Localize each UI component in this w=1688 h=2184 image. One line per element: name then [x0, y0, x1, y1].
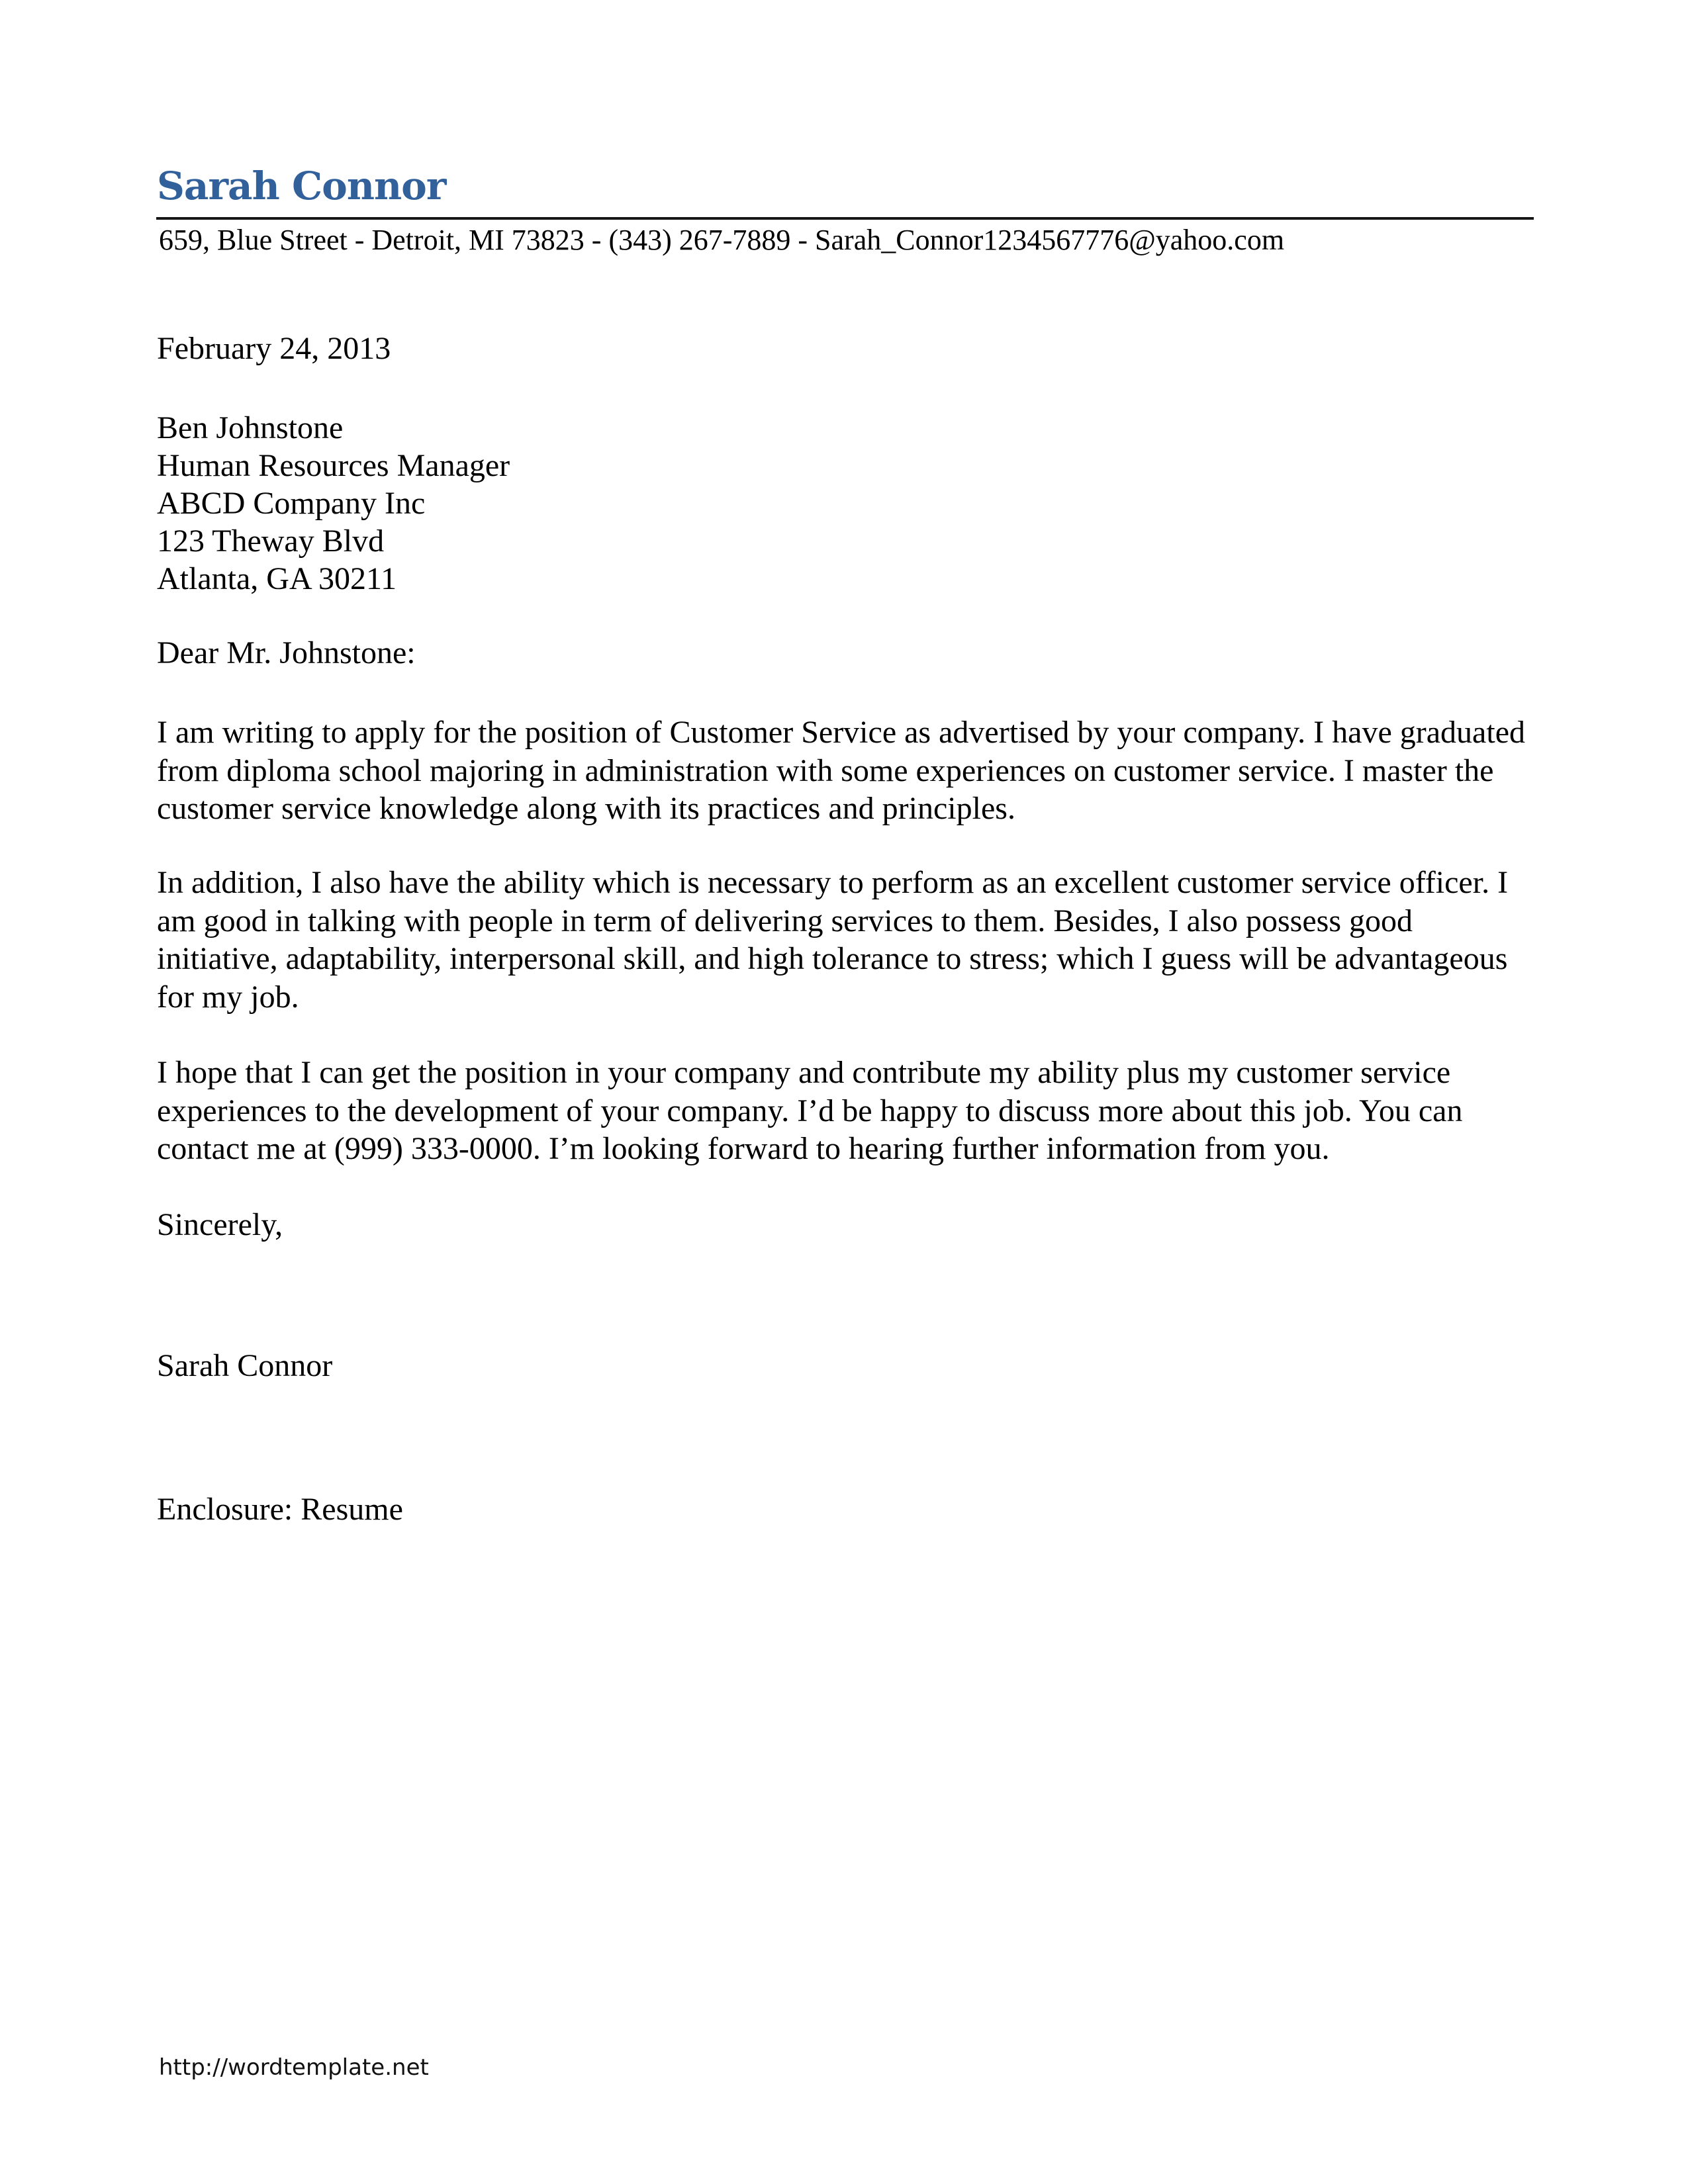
- recipient-name: Ben Johnstone: [157, 410, 344, 445]
- signature-name: Sarah Connor: [157, 1348, 333, 1383]
- recipient-block: [157, 409, 510, 598]
- recipient-company: ABCD Company Inc: [157, 486, 426, 521]
- body-paragraph-3: I hope that I can get the position in your company and contribute my ability plus my customer service experiences to the development of your company. I’d be happy to discuss more about this job. You can contact me at (999) 333-0000. I’m looking forward to hearing further information from you.: [157, 1055, 1463, 1166]
- body-paragraph-1: I am writing to apply for the position of Customer Service as advertised by your company. I have graduated from diploma school majoring in administration with some experiences on customer service. I master the customer service knowledge along with its practices and principles.: [157, 715, 1525, 826]
- closing: Sincerely,: [157, 1207, 283, 1242]
- recipient-city: Atlanta, GA 30211: [157, 561, 397, 596]
- enclosure-note: Enclosure: Resume: [157, 1492, 403, 1527]
- header-divider: [156, 217, 1534, 220]
- footer-url: http://wordtemplate.net: [159, 2054, 429, 2081]
- recipient-street: 123 Theway Blvd: [157, 523, 385, 559]
- body-paragraph-2: In addition, I also have the ability which is necessary to perform as an excellent customer service officer. I am good in talking with people in term of delivering services to them. Besides, I also possess good initiative, adaptability, interpersonal skill, and high tolerance to stress; which I guess will be advantageous for my job.: [157, 865, 1509, 1015]
- sender-name: Sarah Connor: [157, 163, 446, 208]
- recipient-title: Human Resources Manager: [157, 448, 510, 483]
- salutation: Dear Mr. Johnstone:: [157, 635, 416, 670]
- sender-contact-line: 659, Blue Street - Detroit, MI 73823 - (343) 267-7889 - Sarah_Connor1234567776@yahoo.com: [159, 224, 1285, 256]
- letter-date: February 24, 2013: [157, 331, 391, 366]
